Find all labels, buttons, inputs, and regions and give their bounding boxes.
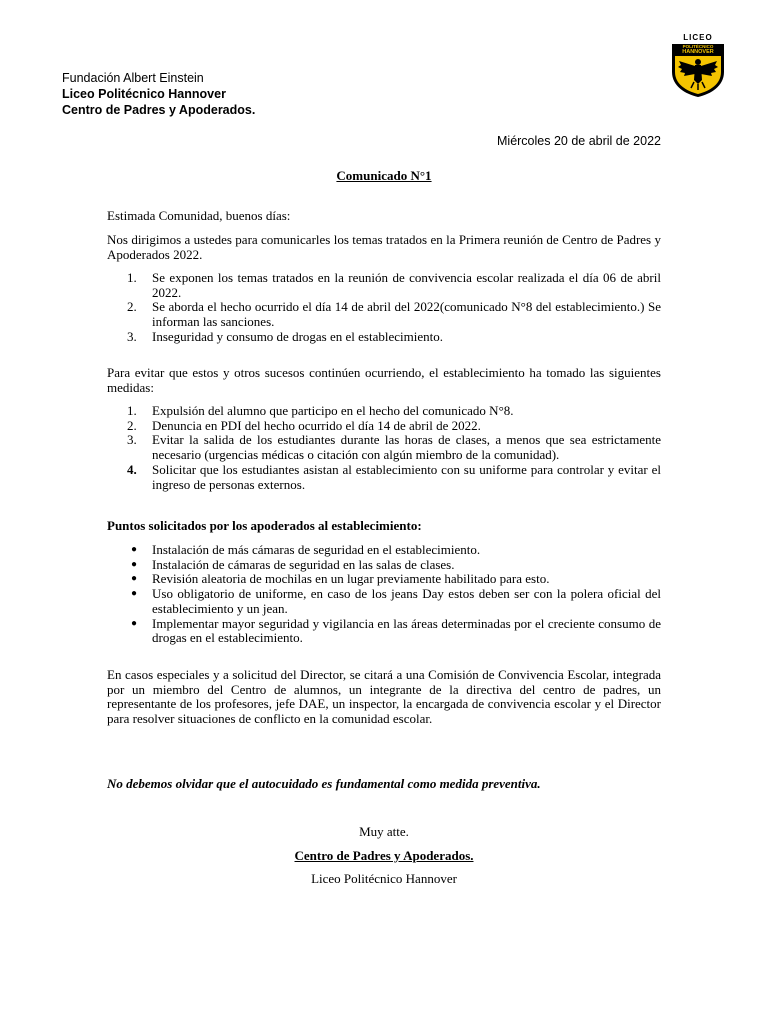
commission-paragraph: En casos especiales y a solicitud del Director, se citará a una Comisión de Convivencia Escolar, integrada por un miembro del Centro de alumnos, un integrante de la directiva del centro de padres, un representante de los profesores, jefe DAE, un inspector, la encargada de convivencia escolar y el Director para resolver situaciones de conflicto en la comunidad escolar. [107,667,661,727]
letter-date: Miércoles 20 de abril de 2022 [497,134,661,148]
document-title: Comunicado N°1 [336,168,432,183]
topics-list [107,271,661,345]
signoff-school: Liceo Politécnico Hannover [311,871,457,887]
bullet-icon: ● [131,588,138,600]
list-item: 2. Se aborda el hecho ocurrido el día 14 de abril del 2022(comunicado N°8 del establecimiento.) Se informan las sanciones. [127,299,661,330]
list-item: 4. Solicitar que los estudiantes asistan al establecimiento con su uniforme para controlar y evitar el ingreso de personas externos. [127,461,661,492]
list-item: ● Instalación de cámaras de seguridad en las salas de clases. [131,556,455,572]
commission-block [107,668,661,727]
intro-paragraph: Nos dirigimos a ustedes para comunicarles los temas tratados en la Primera reunión de Centro de Padres y Apoderados 2022. [107,232,661,262]
list-item: ● Revisión aleatoria de mochilas en un lugar previamente habilitado para esto. [131,571,550,587]
closing-note-block [107,777,687,792]
measures-intro: Para evitar que estos y otros sucesos continúen ocurriendo, el establecimiento ha tomado las siguientes medidas: [107,365,661,395]
list-item: 3. Inseguridad y consumo de drogas en el establecimiento. [127,328,443,344]
requests-list [107,543,661,646]
school-name: Liceo Politécnico Hannover [62,87,226,101]
bullet-icon: ● [131,558,138,570]
measures-list [107,404,661,492]
logo-band-text-1: POLITÉCNICO [682,44,714,49]
salutation: Muy atte. [359,824,409,839]
list-item: ● Implementar mayor seguridad y vigilancia en las áreas determinadas por el creciente consumo de drogas en el establecimiento. [131,615,661,646]
greeting-block [107,209,661,224]
bullet-icon: ● [131,544,138,555]
school-logo [669,33,727,97]
measures-intro-block [107,366,661,395]
requests-heading-block [107,519,661,534]
signoff [0,825,768,887]
list-item: 2. Denuncia en PDI del hecho ocurrido el día 14 de abril de 2022. [127,417,481,433]
greeting: Estimada Comunidad, buenos días: [107,208,291,223]
logo-top-text: LICEO [683,33,713,42]
list-item: ● Uso obligatorio de uniforme, en caso de los jeans Day estos deben ser con la polera oficial del establecimiento y un jean. [131,586,661,616]
signoff-org: Centro de Padres y Apoderados. [294,847,474,863]
logo-band-text-2: HANNOVER [682,49,714,55]
parents-center-name: Centro de Padres y Apoderados. [62,103,256,117]
foundation-name: Fundación Albert Einstein [62,71,204,85]
letterhead [62,70,255,118]
requests-heading: Puntos solicitados por los apoderados al establecimiento: [107,518,422,533]
closing-note: No debemos olvidar que el autocuidado es fundamental como medida preventiva. [107,776,541,791]
list-item: 1. Expulsión del alumno que participo en el hecho del comunicado N°8. [127,403,514,418]
list-item: ● Instalación de más cámaras de seguridad en el establecimiento. [131,542,481,557]
list-item: 1. Se exponen los temas tratados en la reunión de convivencia escolar realizada el día 06 de abril 2022. [127,270,661,300]
list-item: 3. Evitar la salida de los estudiantes durante las horas de clases, a menos que sea estrictamente necesario (urgencias médicas o citación con algún miembro de la comunidad). [127,432,661,463]
bullet-icon: ● [131,617,138,629]
bullet-icon: ● [131,573,138,585]
intro-block [107,233,661,262]
